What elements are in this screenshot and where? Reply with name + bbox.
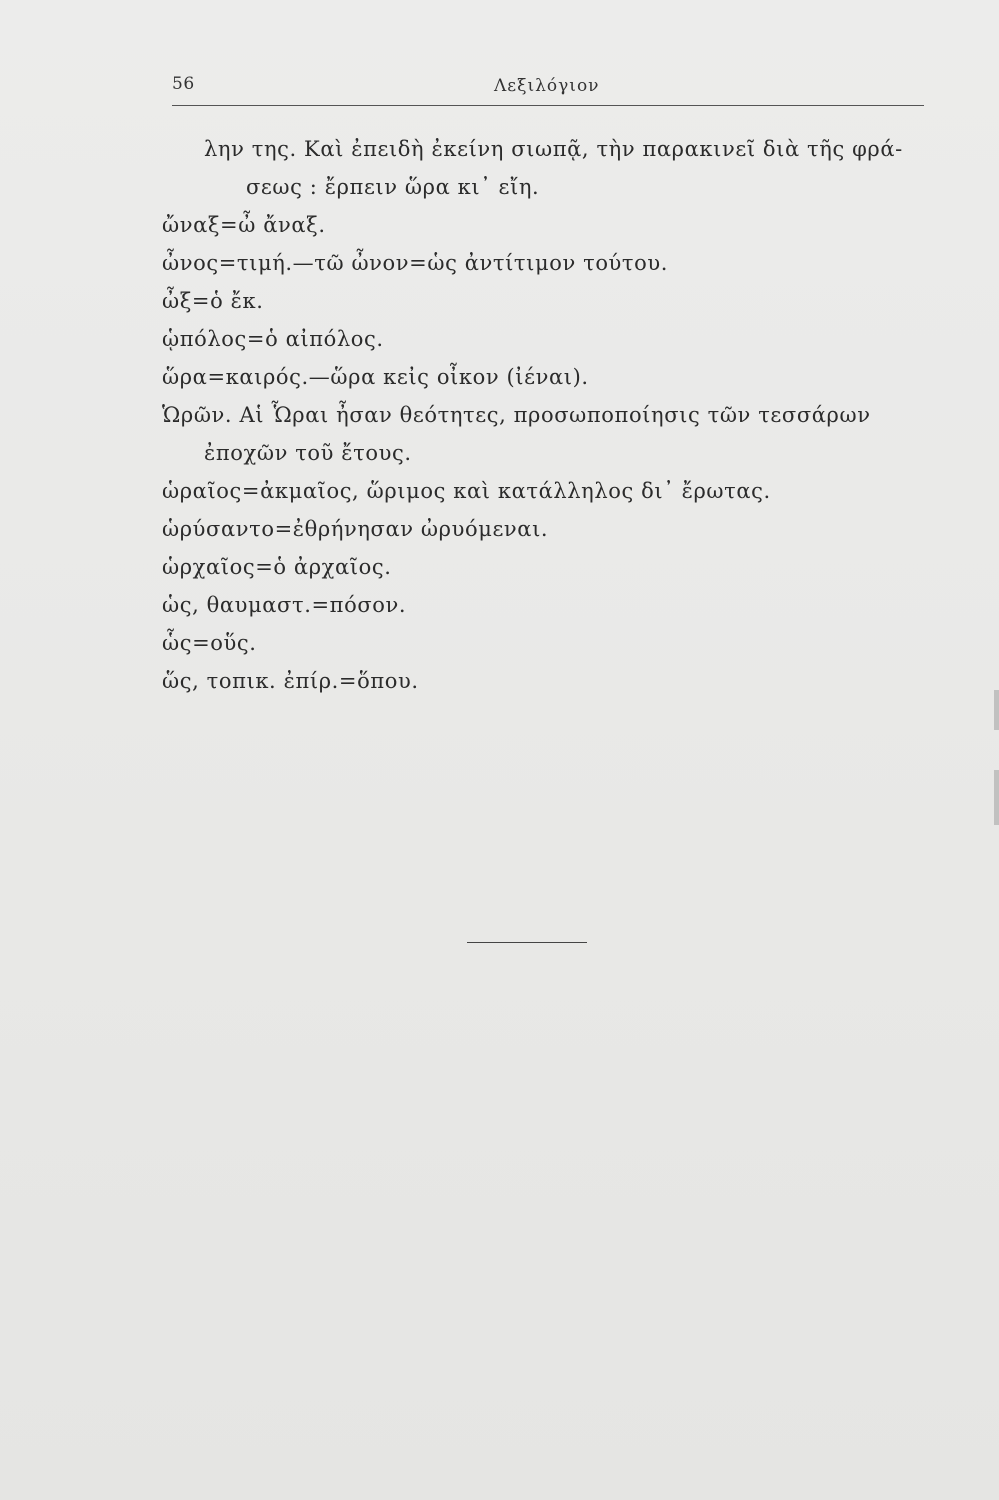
glossary-body: [162, 130, 932, 700]
glossary-entry: ὡρύσαντο=ἐθρήνησαν ὠρυόμεναι.: [162, 517, 549, 541]
entry-continuation-line: ἐποχῶν τοῦ ἔτους.: [204, 441, 412, 465]
glossary-entry: ὧς=οὕς.: [162, 631, 257, 655]
page-edge-mark: [994, 690, 999, 730]
glossary-entry: ὥρα=καιρός.—ὥρα κεἰς οἶκον (ἰέναι).: [162, 365, 589, 389]
glossary-entry: ὡς, θαυμαστ.=πόσον.: [162, 593, 407, 617]
page-number: 56: [172, 74, 195, 94]
glossary-entry: ὦνος=τιμή.—τῶ ὦνον=ὡς ἀντίτιμον τούτου.: [162, 251, 669, 275]
glossary-entry: ὡραῖος=ἀκμαῖος, ὥριμος καὶ κατάλληλος δι᾽ ἔρωτας.: [162, 479, 771, 503]
running-title: Λεξιλόγιον: [494, 76, 600, 96]
glossary-entry: ᾡπόλος=ὁ αἰπόλος.: [162, 327, 384, 351]
entry-line: λην της. Καὶ ἐπειδὴ ἐκείνη σιωπᾷ, τὴν παρακινεῖ διὰ τῆς φρά-: [204, 137, 903, 161]
glossary-entry: ὡρχαῖος=ὁ ἀρχαῖος.: [162, 555, 392, 579]
glossary-entry: ὦξ=ὁ ἔκ.: [162, 289, 264, 313]
glossary-entry: ὥς, τοπικ. ἐπίρ.=ὅπου.: [162, 669, 419, 693]
header-rule: [172, 105, 924, 106]
entry-continuation-line: σεως : ἔρπειν ὥρα κι᾽ εἴη.: [246, 175, 540, 199]
end-of-section-rule: [467, 942, 587, 943]
glossary-entry: ὤναξ=ὦ ἄναξ.: [162, 213, 326, 237]
glossary-entry: [162, 130, 932, 206]
glossary-entry: [162, 396, 932, 472]
page-edge-mark: [994, 770, 999, 825]
entry-line: Ὡρῶν. Αἱ Ὧραι ἦσαν θεότητες, προσωποποίησις τῶν τεσσάρων: [162, 403, 871, 427]
